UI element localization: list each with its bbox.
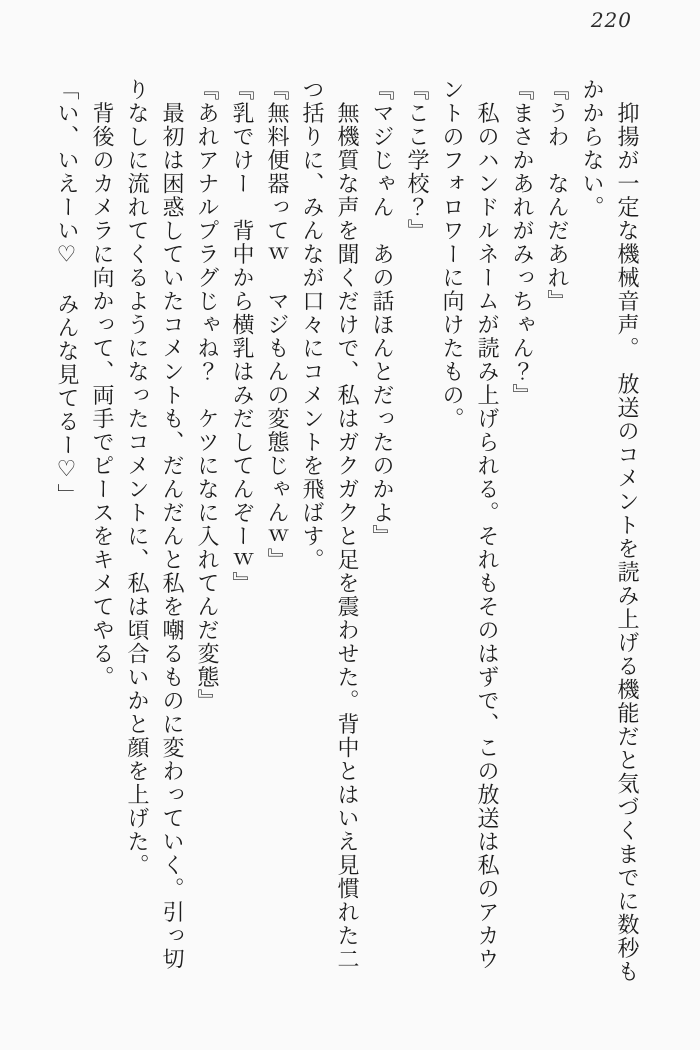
text-line: 最初は困惑していたコメントも、だんだんと私を嘲るものに変わっていく。引っ切	[159, 78, 184, 971]
text-line: 『マジじゃん あの話ほんとだったのかよ』	[369, 78, 394, 548]
text-line: ントのフォロワーに向けたもの。	[439, 78, 464, 431]
text-line: 抑揚が一定な機械音声。 放送のコメントを読み上げる機能だと気づくまでに数秒も	[614, 78, 639, 984]
page-number: 220	[590, 8, 632, 32]
text-line: 『乳でけー 背中から横乳はみだしてんぞーｗ』	[229, 78, 254, 595]
text-line: 『うわ なんだあれ』	[544, 78, 569, 313]
text-line: りなしに流れてくるようになったコメントに、私は頃合いかと顔を上げた。	[124, 78, 149, 877]
text-line: 「い、いえーい♡ みんな見てるー♡」	[54, 78, 79, 507]
text-line: 『ここ学校？』	[404, 78, 429, 243]
page-text	[49, 78, 644, 1010]
text-line: かからない。	[579, 78, 604, 219]
text-line: 『まさかあれがみっちゃん？』	[509, 78, 534, 407]
text-line: 『無料便器ってｗ マジもんの変態じゃんｗ』	[264, 78, 289, 572]
text-line: 背後のカメラに向かって、両手でピースをキメてやる。	[89, 78, 114, 689]
text-line: 私のハンドルネームが読み上げられる。それもそのはずで、この放送は私のアカウ	[474, 78, 499, 971]
text-line: 無機質な声を聞くだけで、私はガクガクと足を震わせた。背中とはいえ見慣れた二	[334, 78, 359, 971]
text-line: 『あれアナルプラグじゃね？ ケツになに入れてんだ変態』	[194, 78, 219, 713]
text-line: つ括りに、みんなが口々にコメントを飛ばす。	[299, 78, 324, 572]
